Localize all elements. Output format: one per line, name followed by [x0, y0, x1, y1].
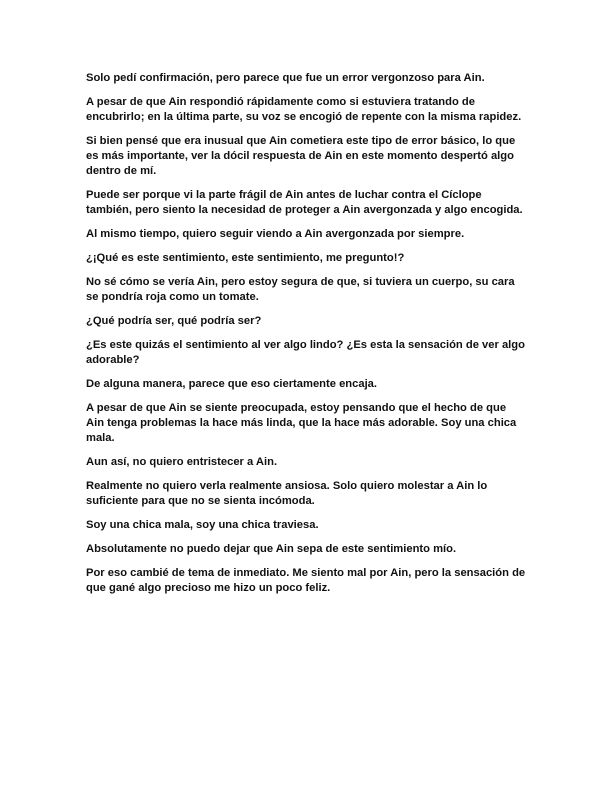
- paragraph-2: A pesar de que Ain respondió rápidamente como si estuviera tratando de encubrirlo; en la última parte, su voz se encogió de repente con la misma rapidez.: [86, 96, 522, 123]
- paragraph-16: Por eso cambié de tema de inmediato. Me siento mal por Ain, pero la sensación de que gané algo precioso me hizo un poco feliz.: [86, 567, 526, 594]
- paragraph-15: Absolutamente no puedo dejar que Ain sepa de este sentimiento mío.: [86, 543, 457, 555]
- paragraph-10: De alguna manera, parece que eso ciertamente encaja.: [86, 378, 378, 390]
- body-text: [86, 71, 526, 605]
- paragraph-7: No sé cómo se vería Ain, pero estoy segura de que, si tuviera un cuerpo, su cara se pondría roja como un tomate.: [86, 276, 515, 303]
- paragraph-6: ¿¡Qué es este sentimiento, este sentimiento, me pregunto!?: [86, 252, 405, 264]
- paragraph-4: Puede ser porque vi la parte frágil de Ain antes de luchar contra el Cíclope también, pero siento la necesidad de proteger a Ain avergonzada y algo encogida.: [86, 189, 523, 216]
- paragraph-11: A pesar de que Ain se siente preocupada, estoy pensando que el hecho de que Ain tenga problemas la hace más linda, que la hace más adorable. Soy una chica mala.: [86, 402, 517, 444]
- paragraph-9: ¿Es este quizás el sentimiento al ver algo lindo? ¿Es esta la sensación de ver algo adorable?: [86, 339, 525, 366]
- paragraph-5: Al mismo tiempo, quiero seguir viendo a Ain avergonzada por siempre.: [86, 228, 465, 240]
- paragraph-13: Realmente no quiero verla realmente ansiosa. Solo quiero molestar a Ain lo suficiente para que no se sienta incómoda.: [86, 480, 488, 507]
- paragraph-3: Si bien pensé que era inusual que Ain cometiera este tipo de error básico, lo que es más importante, ver la dócil respuesta de Ain en este momento despertó algo dentro de mí.: [86, 135, 516, 177]
- paragraph-1: Solo pedí confirmación, pero parece que fue un error vergonzoso para Ain.: [86, 72, 485, 84]
- paragraph-12: Aun así, no quiero entristecer a Ain.: [86, 456, 278, 468]
- paragraph-14: Soy una chica mala, soy una chica traviesa.: [86, 519, 319, 531]
- paragraph-8: ¿Qué podría ser, qué podría ser?: [86, 315, 262, 327]
